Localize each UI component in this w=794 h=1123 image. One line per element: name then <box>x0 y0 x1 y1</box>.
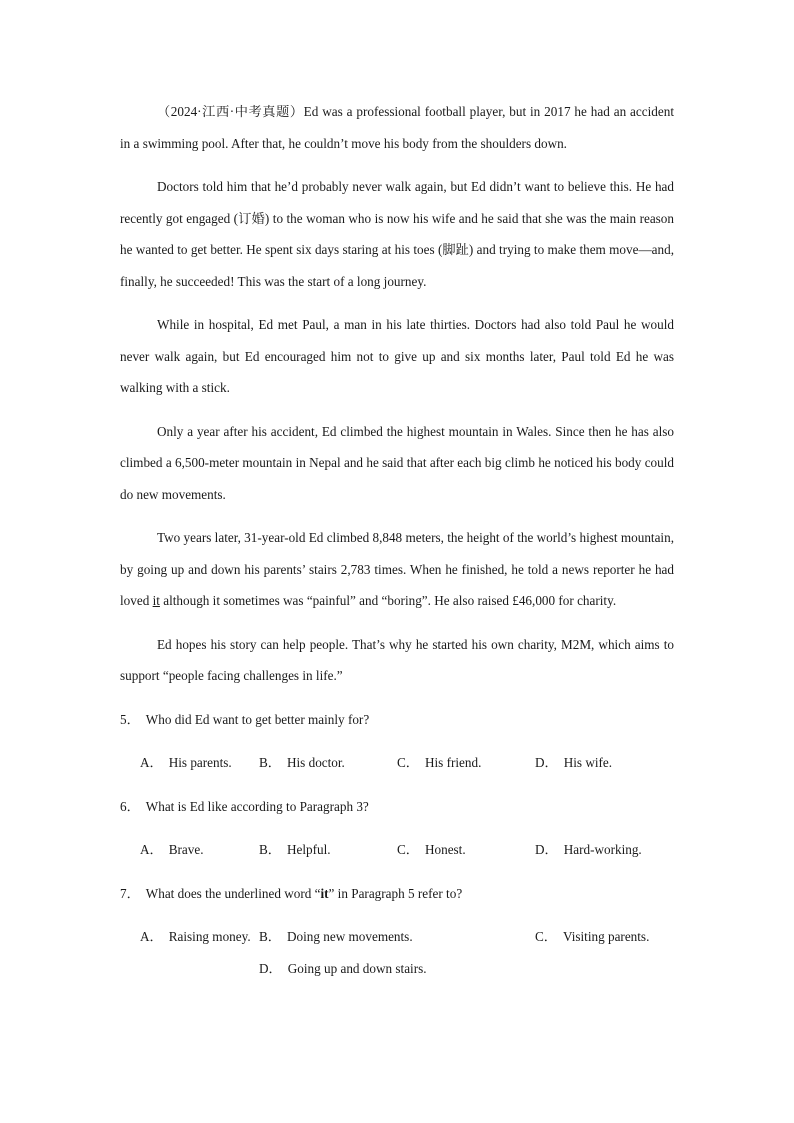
passage-paragraph-3: While in hospital, Ed met Paul, a man in his late thirties. Doctors had also told Paul he would never walk again, but Ed encouraged him not to give up and six months later, Paul told Ed he was walking with a stick. <box>120 317 674 395</box>
option-b[interactable]: B． Helpful. <box>259 842 331 857</box>
option-c[interactable]: C． Honest. <box>397 842 466 857</box>
question-5 <box>120 704 674 736</box>
option-c[interactable]: C． Visiting parents. <box>535 929 650 944</box>
question-text: What is Ed like according to Paragraph 3? <box>145 798 369 814</box>
question-bold-word: it <box>320 885 329 901</box>
source-tag: （2024·江西·中考真题） <box>157 104 304 119</box>
question-7 <box>120 878 674 910</box>
paragraph-5-before: Two years later, 31-year-old Ed climbed 8,848 meters, the height of the world’s highest mountain, by going up and down his parents’ stairs 2,783 times. When he finished, he told a news reporter he had loved <box>120 530 674 608</box>
question-5-options <box>120 747 674 779</box>
question-text-after: ” in Paragraph 5 refer to? <box>328 885 463 901</box>
question-text: Who did Ed want to get better mainly for? <box>145 711 370 727</box>
question-7-options <box>120 921 674 984</box>
exam-page <box>120 96 674 996</box>
paragraph-1-text: Ed was a professional football player, but in 2017 he had an accident in a swimming pool. After that, he couldn’t move his body from the shoulders down. <box>120 104 674 151</box>
option-a[interactable]: A． Raising money. <box>140 929 251 944</box>
option-b[interactable]: B． Doing new movements. <box>259 929 413 944</box>
option-b[interactable]: B． His doctor. <box>259 755 345 770</box>
question-number: 6． <box>120 798 140 814</box>
question-text-before: What does the underlined word “ <box>145 885 321 901</box>
question-number: 7． <box>120 885 140 901</box>
passage-paragraph-1 <box>120 96 674 159</box>
option-d[interactable]: D． His wife. <box>535 755 613 770</box>
question-number: 5． <box>120 711 140 727</box>
option-d[interactable]: D． Going up and down stairs. <box>259 960 427 976</box>
passage-paragraph-2: Doctors told him that he’d probably never walk again, but Ed didn’t want to believe this. He had recently got engaged (订婚) to the woman who is now his wife and he said that she was the main reason he wanted to get better. He spent six days staring at his toes (脚趾) and trying to make them move—and, finally, he succeeded! This was the start of a long journey. <box>120 179 674 289</box>
option-c[interactable]: C． His friend. <box>397 755 482 770</box>
option-a[interactable]: A． Brave. <box>140 842 204 857</box>
passage-paragraph-5 <box>120 522 674 617</box>
question-6 <box>120 791 674 823</box>
underlined-word-it: it <box>152 593 160 608</box>
passage-paragraph-6: Ed hopes his story can help people. That’s why he started his own charity, M2M, which aims to support “people facing challenges in life.” <box>120 636 674 683</box>
passage-paragraph-4: Only a year after his accident, Ed climbed the highest mountain in Wales. Since then he has also climbed a 6,500-meter mountain in Nepal and he said that after each big climb he noticed his body could do new movements. <box>120 423 674 502</box>
option-a[interactable]: A． His parents. <box>140 755 232 770</box>
paragraph-5-after: although it sometimes was “painful” and “boring”. He also raised £46,000 for charity. <box>159 593 617 608</box>
question-6-options <box>120 834 674 866</box>
option-d[interactable]: D． Hard-working. <box>535 842 642 857</box>
